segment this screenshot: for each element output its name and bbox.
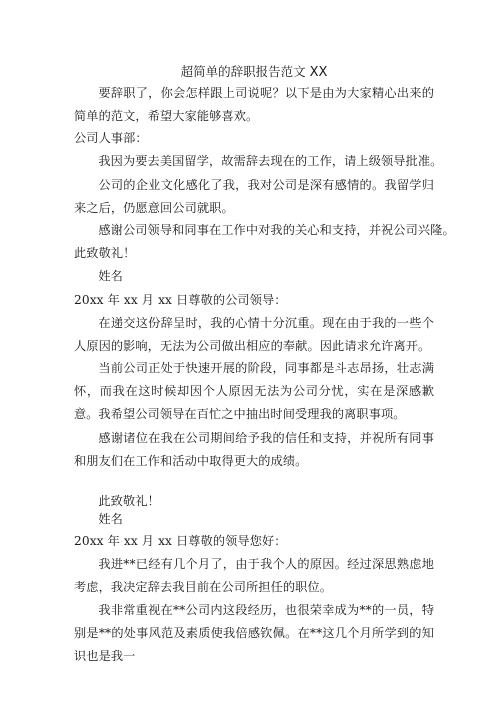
document-title [74,62,434,83]
intro-paragraph: 要辞职了，你会怎样跟上司说呢？以下是由为大家精心出来的简单的范文，希望大家能够喜欢。 [74,86,434,123]
title-text: 超简单的辞职报告范文 [180,64,306,79]
closing-line: 此致敬礼！ [98,494,160,508]
body-paragraph: 我非常重视在**公司内这段经历，也很荣幸成为**的一员，特别是**的处事风范及素质使我倍感钦佩。在**这几个月所学到的知识也是我一 [74,603,434,663]
body-paragraph: 我因为要去美国留学，故需辞去现在的工作，请上级领导批准。 [98,154,443,168]
body-paragraph: 在递交这份辞呈时，我的心情十分沉重。现在由于我的一些个人原因的影响，无法为公司做出相应的奉献。因此请求允许离开。 [74,316,434,353]
signature-name: 姓名 [98,512,123,526]
signature-name: 姓名 [98,269,123,283]
closing-line: 此致敬礼！ [74,246,136,260]
body-paragraph: 当前公司正处于快速开展的阶段，同事都是斗志昂扬，壮志满怀，而我在这时候却因个人原因无法为公司分忧，实在是深感歉意。 [74,361,434,421]
date-salutation-line: 20xx 年 xx 月 xx 日尊敬的领导您好： [74,534,287,548]
body-paragraph: 感谢诸位在我在公司期间给予我的信任和支持，并祝所有同事和朋友们在工作和活动中取得更大的成绩。 [74,431,434,468]
body-paragraph: 我进**已经有几个月了，由于我个人的原因。经过深思熟虑地考虑，我决定辞去我目前在公司所担任的职位。 [74,557,434,594]
body-paragraph: 感谢公司领导和同事在工作中对我的关心和支持，并祝公司兴隆。 [98,223,455,237]
date-salutation-line: 20xx 年 xx 月 xx 日尊敬的公司领导： [74,293,287,307]
body-paragraph: 我希望公司领导在百忙之中抽出时间受理我的离职事项。 [98,407,406,421]
title-suffix: XX [309,65,328,80]
body-paragraph: 公司的企业文化感化了我，我对公司是深有感情的。我留学归来之后，仍愿意回公司就职。 [74,178,434,215]
addressee-line: 公司人事部： [74,131,148,145]
